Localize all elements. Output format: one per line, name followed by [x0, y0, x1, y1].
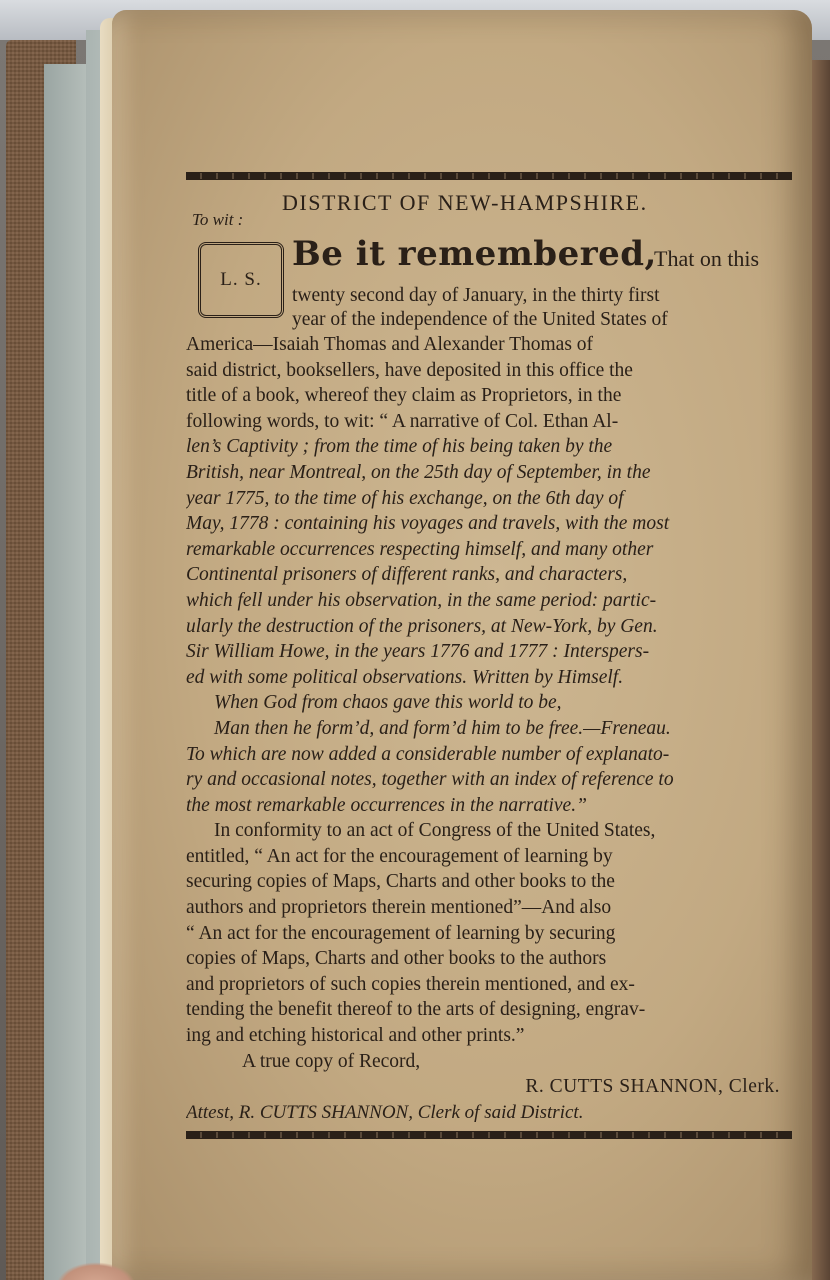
body-text-line: tending the benefit thereof to the arts of designing, engrav-	[186, 999, 646, 1021]
body-text-line: To which are now added a considerable number of explanato-	[186, 743, 670, 765]
body-text-line: remarkable occurrences respecting himself, and many other	[186, 538, 654, 560]
body-text-line: In conformity to an act of Congress of the United States,	[214, 820, 656, 842]
seal-paragraph	[186, 234, 792, 330]
body-text-line: year 1775, to the time of his exchange, on the 6th day of	[186, 487, 624, 509]
thumb-holding-page	[56, 1262, 136, 1280]
body-text-line: Sir William Howe, in the years 1776 and 1777 : Interspers-	[186, 641, 650, 663]
body-text-line: ed with some political observations. Written by Himself.	[186, 666, 624, 688]
signoff-block	[186, 1049, 792, 1126]
body-text-line: said district, booksellers, have deposited in this office the	[186, 359, 633, 381]
body-text	[186, 332, 792, 1049]
body-text-line: America—Isaiah Thomas and Alexander Thomas of	[186, 334, 594, 355]
seal-box	[198, 242, 284, 318]
body-text-line: copies of Maps, Charts and other books to the authors	[186, 948, 607, 970]
attest-line: Attest, R. CUTTS SHANNON, Clerk of said District.	[186, 1101, 584, 1123]
body-text-line: the most remarkable occurrences in the narrative.”	[186, 794, 587, 816]
body-text-line: British, near Montreal, on the 25th day of September, in the	[186, 461, 651, 483]
top-rule-divider	[186, 172, 792, 180]
body-text-line: ing and etching historical and other prints.”	[186, 1025, 525, 1047]
district-header	[186, 180, 792, 229]
body-text-line: ularly the destruction of the prisoners, at New-York, by Gen.	[186, 615, 658, 637]
seal-text-line-2: twenty second day of January, in the thirty first	[292, 285, 660, 306]
body-text-line: ry and occasional notes, together with an index of reference to	[186, 769, 674, 791]
opening-rest: That on this	[654, 246, 760, 271]
opening-blackletter: Be it remembered,	[292, 234, 657, 274]
seal-text-line-3: year of the independence of the United States of	[292, 309, 668, 330]
body-text-line: which fell under his observation, in the same period: partic-	[186, 589, 657, 611]
copyright-notice	[186, 170, 792, 1139]
body-text-line: Continental prisoners of different ranks, and characters,	[186, 564, 628, 586]
to-wit-label: To wit :	[192, 210, 244, 229]
body-text-line: and proprietors of such copies therein mentioned, and ex-	[186, 973, 635, 995]
body-text-line: May, 1778 : containing his voyages and travels, with the most	[186, 513, 670, 535]
body-text-line: authors and proprietors therein mentioned”—And also	[186, 897, 612, 919]
bottom-rule-divider	[186, 1131, 792, 1139]
body-text-line: securing copies of Maps, Charts and other books to the	[186, 871, 615, 893]
district-title: DISTRICT OF NEW-HAMPSHIRE.	[282, 190, 648, 215]
body-text-line: following words, to wit: “ A narrative of Col. Ethan Al-	[186, 410, 619, 432]
body-text-line: entitled, “ An act for the encouragement of learning by	[186, 845, 613, 867]
body-text-line: Man then he form’d, and form’d him to be free.—Freneau.	[214, 717, 671, 739]
body-text-line: title of a book, whereof they claim as Proprietors, in the	[186, 385, 622, 407]
true-copy-line: A true copy of Record,	[242, 1050, 421, 1072]
clerk-signature: R. CUTTS SHANNON, Clerk.	[525, 1076, 780, 1098]
body-text-line: len’s Captivity ; from the time of his being taken by the	[186, 436, 613, 458]
body-text-line: “ An act for the encouragement of learning by securing	[186, 922, 616, 944]
body-text-line: When God from chaos gave this world to be,	[214, 692, 562, 714]
seal-label: L. S.	[220, 269, 262, 290]
